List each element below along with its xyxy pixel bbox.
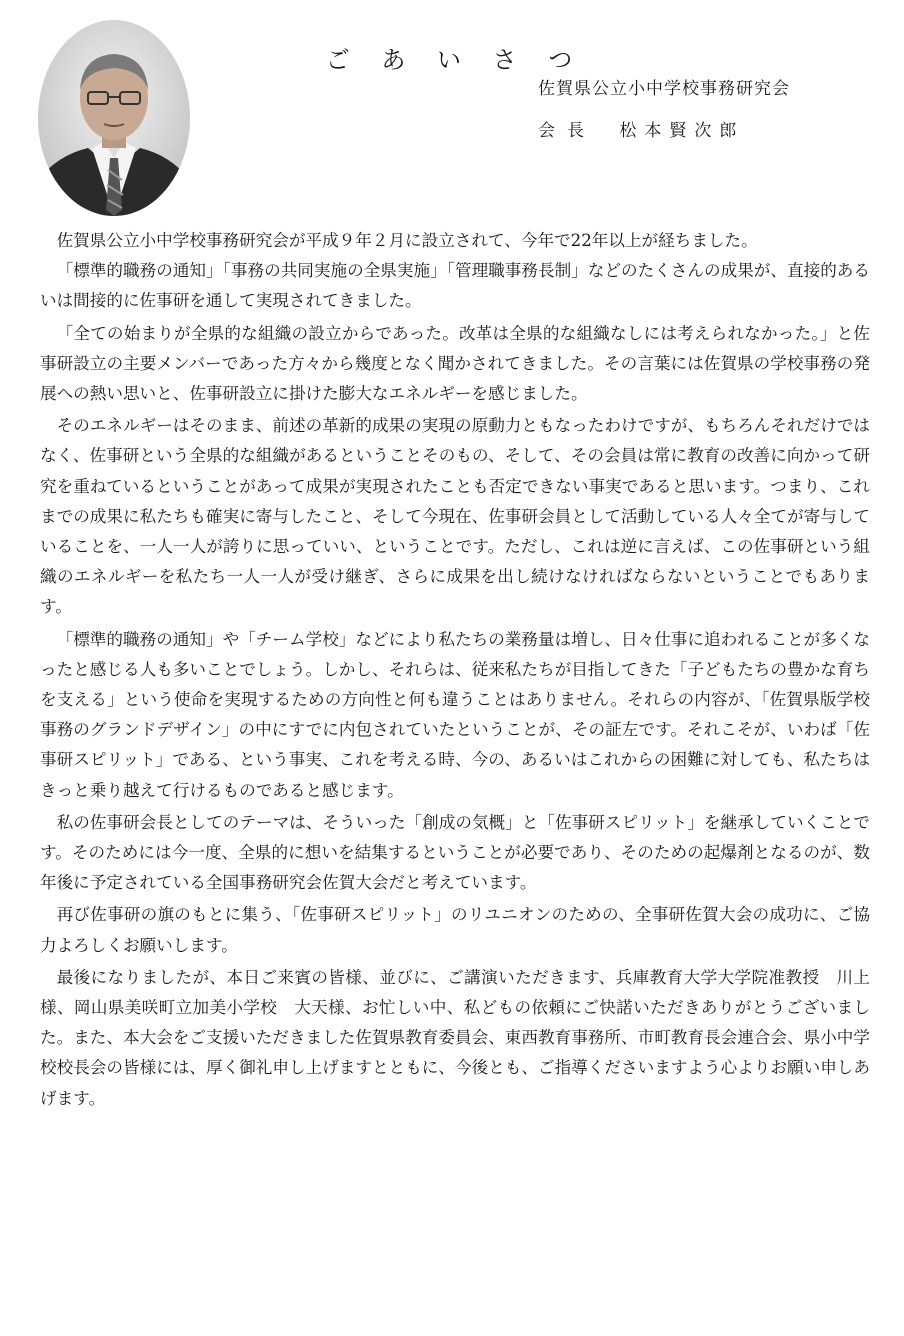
president-signature (538, 116, 744, 141)
paragraph: 佐賀県公立小中学校事務研究会が平成９年２月に設立されて、今年で22年以上が経ちました。 (56, 231, 758, 250)
president-portrait (38, 20, 190, 216)
paragraph: 再び佐事研の旗のもとに集う、「佐事研スピリット」のリユニオンのための、全事研佐賀大会の成功に、ご協力よろしくお願いします。 (40, 905, 870, 955)
paragraph: そのエネルギーはそのまま、前述の革新的成果の実現の原動力ともなったわけですが、もちろんそれだけではなく、佐事研という全県的な組織があるということそのもの、そして、その会員は常に教育の改善に向かって研究を重ねているということがあって成果が実現されたことも否定できない事実であると思います。つまり、これまでの成果に私たちも確実に寄与したこと、そして今現在、佐事研会員として活動している人々全てが寄与していることを、一人一人が誇りに思っていい、ということです。ただし、これは逆に言えば、この佐事研という組織のエネルギーを私たち一人一人が受け継ぎ、さらに成果を出し続けなければならないということでもあります。 (40, 416, 870, 617)
president-name: 松本賢次郎 (619, 121, 745, 141)
organization-name: 佐賀県公立小中学校事務研究会 (538, 79, 790, 99)
paragraph: 「標準的職務の通知」「事務の共同実施の全県実施」「管理職事務長制」などのたくさんの成果が、直接的あるいは間接的に佐事研を通して実現されてきました。 (40, 261, 870, 311)
page-title: ご あ い さ つ (325, 46, 585, 74)
paragraph: 最後になりましたが、本日ご来賓の皆様、並びに、ご講演いただきます、兵庫教育大学大学院准教授 川上様、岡山県美咲町立加美小学校 大天様、お忙しい中、私どもの依頼にご快諾いただきありがとうございました。また、本大会をご支援いただきました佐賀県教育委員会、東西教育事務所、市町教育長会連合会、県小中学校校長会の皆様には、厚く御礼申し上げますとともに、今後とも、ご指導くださいますよう心よりお願い申しあげます。 (40, 967, 870, 1108)
paragraph: 私の佐事研会長としてのテーマは、そういった「創成の気概」と「佐事研スピリット」を継承していくことです。そのためには今一度、全県的に想いを結集するということが必要であり、そのための起爆剤となるのが、数年後に予定されている全国事務研究会佐賀大会だと考えています。 (40, 812, 870, 893)
greeting-body (40, 226, 870, 1114)
president-role: 会長 (538, 121, 596, 141)
paragraph: 「標準的職務の通知」や「チーム学校」などにより私たちの業務量は増し、日々仕事に追われることが多くなったと感じる人も多いことでしょう。しかし、それらは、従来私たちが目指してきた「子どもたちの豊かな育ちを支える」という使命を実現するための方向性と何も違うことはありません。それらの内容が、「佐賀県版学校事務のグランドデザイン」の中にすでに内包されていたということが、その証左です。それこそが、いわば「佐事研スピリット」である、という事実、これを考える時、今の、あるいはこれからの困難に対しても、私たちはきっと乗り越えて行けるものであると感じます。 (40, 629, 870, 800)
paragraph: 「全ての始まりが全県的な組織の設立からであった。改革は全県的な組織なしには考えられなかった。」と佐事研設立の主要メンバーであった方々から幾度となく聞かされてきました。その言葉には佐賀県の学校事務の発展への熱い思いと、佐事研設立に掛けた膨大なエネルギーを感じました。 (40, 323, 870, 404)
